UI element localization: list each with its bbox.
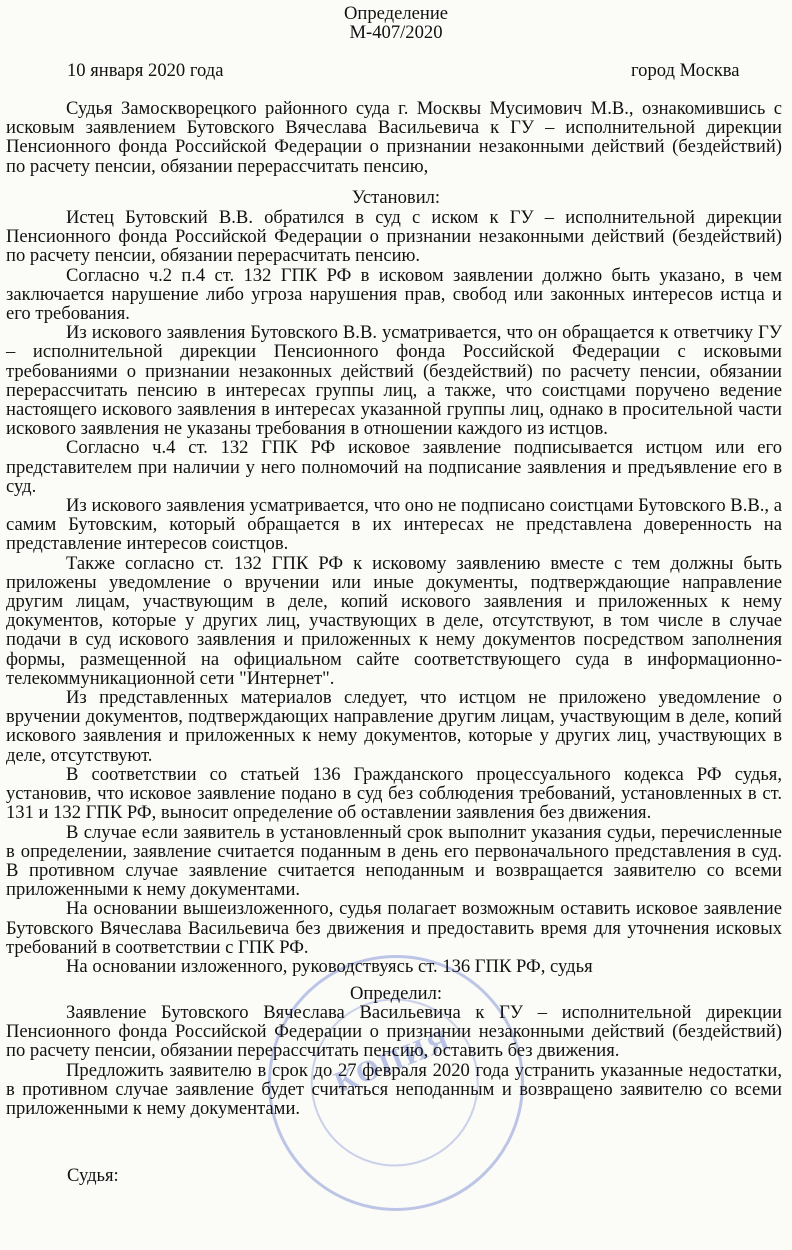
document-city: город Москва: [631, 60, 740, 81]
case-number: М-407/2020: [349, 22, 443, 43]
paragraph: На основании изложенного, руководствуясь ст. 136 ГПК РФ, судья: [66, 955, 593, 977]
intro-paragraph: [6, 99, 782, 176]
paragraph: В соответствии со статьей 136 Гражданского процессуального кодекса РФ судья, установив, что исковое заявление подано в суд без соблюдения требований, установленных в ст. 131 и 132 ГПК РФ, выносит определение об оставлении заявления без движения.: [6, 763, 782, 824]
paragraph: На основании вышеизложенного, судья полагает возможным оставить исковое заявление Бутовского Вячеслава Васильевича без движения и предоставить время для уточнения исковых требований в соответствии с ГПК РФ.: [6, 898, 782, 958]
paragraph: Также согласно ст. 132 ГПК РФ к исковому заявлению вместе с тем должны быть приложены уведомление о вручении или иные документы, подтверждающие направление другим лицам, участвующим в деле, копий искового заявления и приложенных к нему документов, которые у других лиц, участвующих в деле, отсутствуют, в том числе в случае подачи в суд искового заявления и приложенных к нему документов посредством заполнения формы, размещенной на официальном сайте соответствующего суда в информационно-телекоммуникационной сети "Интернет".: [6, 552, 782, 689]
ruled-section: [6, 1003, 782, 1118]
paragraph: Заявление Бутовского Вячеслава Васильевича к ГУ – исполнительной дирекции Пенсионного фонда Российской Федерации о признании незаконными действий (бездействий) по расчету пенсии, обязании перерассчитать пенсию, оставить без движения.: [6, 1002, 782, 1062]
ruled-heading: Определил:: [349, 983, 443, 1004]
judge-signature-label: Судья:: [67, 1165, 119, 1186]
paragraph: Предложить заявителю в срок до 27 февраля 2020 года устранить указанные недостатки, в противном случае заявление будет считаться неподанным и возвращено заявителю со всеми приложенными к нему документами.: [6, 1059, 782, 1120]
paragraph: В случае если заявитель в установленный срок выполнит указания судьи, перечисленные в определении, заявление считается поданным в день его первоначального представления в суд. В противном случае заявление считается неподанным и возвращается заявителю со всеми приложенными к нему документами.: [6, 821, 782, 901]
established-section: [6, 208, 782, 976]
paragraph: Истец Бутовский В.В. обратился в суд с иском к ГУ – исполнительной дирекции Пенсионного фонда Российской Федерации о признании незаконными действий (бездействий) по расчету пенсии, обязании перерасчитать пенсию.: [6, 207, 782, 267]
document-date: 10 января 2020 года: [67, 60, 224, 81]
established-heading: Установил:: [351, 187, 441, 208]
paragraph: Из искового заявления усматривается, что оно не подписано соистцами Бутовского В.В., а самим Бутовским, который обращается в их интересах не представлена доверенность на представление интересов соистцов.: [6, 495, 782, 555]
paragraph: Из искового заявления Бутовского В.В. усматривается, что он обращается к ответчику ГУ – исполнительной дирекции Пенсионного фонда Российской Федерации с исковыми требованиями о признании незаконных действий (бездействий) по расчету пенсии, обязании перерассчитать пенсию в интересах группы лиц, а также, что соистцами поручено ведение настоящего искового заявления в интересах указанной группы лиц, однако в просительной части искового заявления не указаны требования в отношении каждого из истцов.: [6, 322, 782, 440]
stamp-text: КОПИЯ: [329, 1022, 456, 1100]
paragraph: Согласно ч.2 п.4 ст. 132 ГПК РФ в исковом заявлении должно быть указано, в чем заключается нарушение либо угроза нарушения прав, свобод или законных интересов истца и его требования.: [6, 264, 782, 325]
paragraph: Согласно ч.4 ст. 132 ГПК РФ исковое заявление подписывается истцом или его представителем при наличии у него полномочий на подписание заявления и предъявление его в суд.: [6, 437, 782, 497]
intro-text: Судья Замоскворецкого районного суда г. Москвы Мусимович М.В., ознакомившись с исковым заявлением Бутовского Вячеслава Васильевича к ГУ – исполнительной дирекции Пенсионного фонда Российской Федерации о признании незаконными действий (бездействий) по расчету пенсии, обязании перерассчитать пенсию,: [6, 98, 782, 177]
document-title: Определение: [343, 3, 449, 24]
paragraph: Из представленных материалов следует, что истцом не приложено уведомление о вручении документов, подтверждающих направление другим лицам, участвующим в деле, копий искового заявления и приложенных к нему документов, которые у других лиц, участвующих в деле, отсутствуют.: [6, 687, 782, 766]
